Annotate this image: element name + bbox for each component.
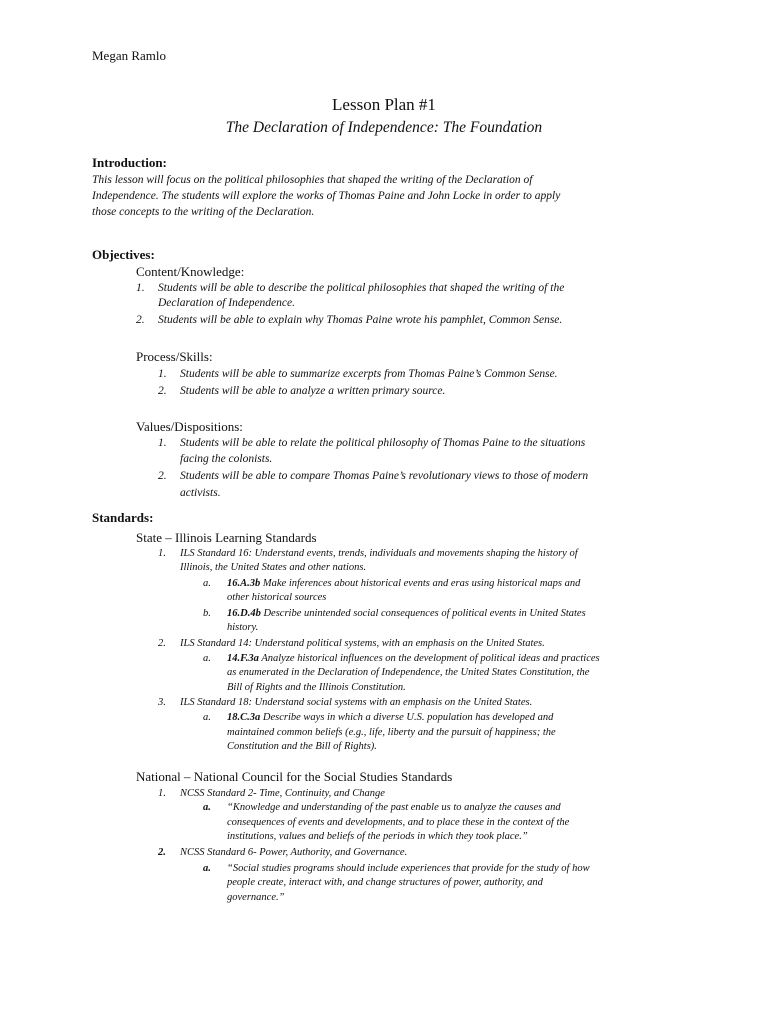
list-number: 1. [136,282,145,294]
standard-code: 16.A.3b [227,578,261,589]
introduction-heading: Introduction: [92,155,167,170]
standard-line: Bill of Rights and the Illinois Constitution. [227,682,406,693]
quote-line: “Social studies programs should include experiences that provide for the study of how [227,863,590,874]
list-letter: b. [203,608,211,619]
list-number: 3. [158,697,166,708]
list-number: 1. [158,437,167,449]
quote-line: consequences of events and developments, and to place these in the context of the [227,817,570,828]
standard-line: ILS Standard 14: Understand political systems, with an emphasis on the United States. [180,638,545,649]
objective-line: Declaration of Independence. [158,297,295,309]
objective-line: Students will be able to analyze a written primary source. [180,385,446,397]
standard-code: 18.C.3a [227,712,261,723]
values-dispositions-label: Values/Dispositions: [136,419,243,434]
quote-line: people create, interact with, and change structures of power, authority, and [227,877,543,888]
objective-line: Students will be able to summarize excerpts from Thomas Paine’s Common Sense. [180,368,558,380]
quote-line: governance.” [227,892,285,903]
objective-line: Students will be able to compare Thomas Paine’s revolutionary views to those of modern [180,470,589,482]
standard-line: 16.D.4b Describe unintended social consequences of political events in United States [227,608,586,619]
list-number: 1. [158,548,166,559]
list-letter: a. [203,863,211,874]
quote-line: “Knowledge and understanding of the past enable us to analyze the causes and [227,802,561,813]
objectives-heading: Objectives: [92,247,155,262]
objective-line: Students will be able to explain why Thomas Paine wrote his pamphlet, Common Sense. [158,314,563,326]
list-letter: a. [203,578,211,589]
standard-line: as enumerated in the Declaration of Independence, the United States Constitution, the [227,667,590,678]
list-number: 2. [136,314,145,326]
objective-line: Students will be able to relate the political philosophy of Thomas Paine to the situations [180,437,586,449]
standard-line: NCSS Standard 6- Power, Authority, and Governance. [180,847,408,858]
standard-line: Constitution and the Bill of Rights). [227,741,377,752]
standard-line: Illinois, the United States and other nations. [180,562,367,573]
standard-line: other historical sources [227,592,327,603]
page-title: Lesson Plan #1 [332,95,436,114]
list-number: 1. [158,368,167,380]
standard-line: history. [227,622,259,633]
standard-line: NCSS Standard 2- Time, Continuity, and Change [180,788,385,799]
list-number: 1. [158,788,166,799]
author-name: Megan Ramlo [92,48,167,63]
objective-line: activists. [180,487,221,499]
list-number: 2. [158,638,166,649]
list-letter: a. [203,653,211,664]
standard-code: 16.D.4b [227,608,261,619]
list-number: 2. [158,470,167,482]
standard-line: ILS Standard 18: Understand social systems with an emphasis on the United States. [180,697,533,708]
content-knowledge-label: Content/Knowledge: [136,264,245,279]
objective-line: Students will be able to describe the political philosophies that shaped the writing of the [158,282,565,294]
introduction-line: those concepts to the writing of the Declaration. [92,206,315,218]
list-letter: a. [203,712,211,723]
introduction-line: This lesson will focus on the political philosophies that shaped the writing of the Declaration of [92,174,533,186]
process-skills-label: Process/Skills: [136,349,213,364]
standard-line: 16.A.3b Make inferences about historical events and eras using historical maps and [227,578,581,589]
introduction-line: Independence. The students will explore the works of Thomas Paine and John Locke in order to apply [92,190,561,202]
objective-line: facing the colonists. [180,453,273,465]
list-number: 2. [158,385,167,397]
national-standards-label: National – National Council for the Social Studies Standards [136,769,453,784]
standard-line: maintained common beliefs (e.g., life, liberty and the pursuit of happiness; the [227,727,556,738]
page-subtitle: The Declaration of Independence: The Foundation [225,119,543,136]
quote-line: institutions, values and beliefs of the periods in which they took place.” [227,831,528,842]
list-letter: a. [203,802,211,813]
standard-line: 14.F.3a Analyze historical influences on the development of political ideas and practices [227,653,600,664]
standard-code: 14.F.3a [227,653,259,664]
standard-line: 18.C.3a Describe ways in which a diverse U.S. population has developed and [227,712,554,723]
state-standards-label: State – Illinois Learning Standards [136,530,317,545]
standard-line: ILS Standard 16: Understand events, trends, individuals and movements shaping the history of [180,548,578,559]
standards-heading: Standards: [92,510,154,525]
list-number: 2. [158,847,166,858]
